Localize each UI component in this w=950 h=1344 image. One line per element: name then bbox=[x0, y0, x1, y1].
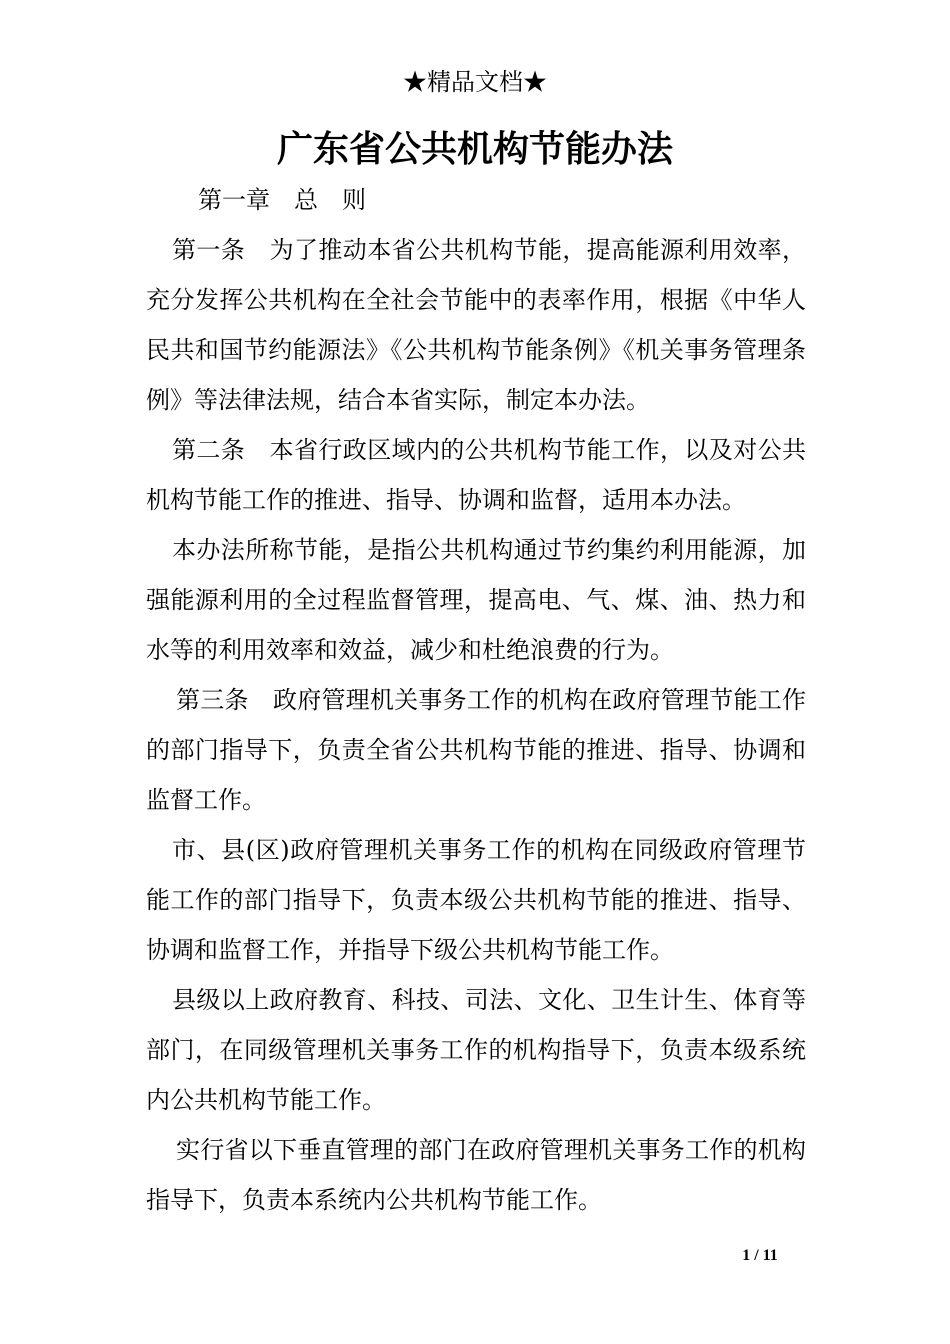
energy-saving-definition-paragraph: 本办法所称节能，是指公共机构通过节约集约利用能源，加强能源利用的全过程监督管理，提高电、气、煤、油、热力和水等的利用效率和效益，减少和杜绝浪费的行为。 bbox=[146, 536, 806, 664]
page-number: 1 / 11 bbox=[742, 1247, 778, 1264]
article-3-paragraph: 第三条 政府管理机关事务工作的机构在政府管理节能工作的部门指导下，负责全省公共机构节能的推进、指导、协调和监督工作。 bbox=[146, 686, 806, 814]
document-title: 广东省公共机构节能办法 bbox=[276, 128, 673, 170]
document-body bbox=[146, 225, 806, 1225]
article-1-paragraph: 第一条 为了推动本省公共机构节能，提高能源利用效率，充分发挥公共机构在全社会节能中的表率作用，根据《中华人民共和国节约能源法》《公共机构节能条例》《机关事务管理条例》等法律法规，结合本省实际，制定本办法。 bbox=[146, 236, 806, 414]
chapter-heading: 第一章 总 则 bbox=[198, 186, 366, 214]
document-quality-mark: ★精品文档★ bbox=[403, 68, 547, 96]
county-departments-paragraph: 县级以上政府教育、科技、司法、文化、卫生计生、体育等部门，在同级管理机关事务工作的机构指导下，负责本级系统内公共机构节能工作。 bbox=[146, 986, 806, 1114]
city-county-responsibility-paragraph: 市、县(区)政府管理机关事务工作的机构在同级政府管理节能工作的部门指导下，负责本级公共机构节能的推进、指导、协调和监督工作，并指导下级公共机构节能工作。 bbox=[146, 836, 806, 964]
vertical-management-paragraph: 实行省以下垂直管理的部门在政府管理机关事务工作的机构指导下，负责本系统内公共机构节能工作。 bbox=[146, 1136, 806, 1214]
article-2-paragraph: 第二条 本省行政区域内的公共机构节能工作，以及对公共机构节能工作的推进、指导、协调和监督，适用本办法。 bbox=[146, 436, 806, 514]
